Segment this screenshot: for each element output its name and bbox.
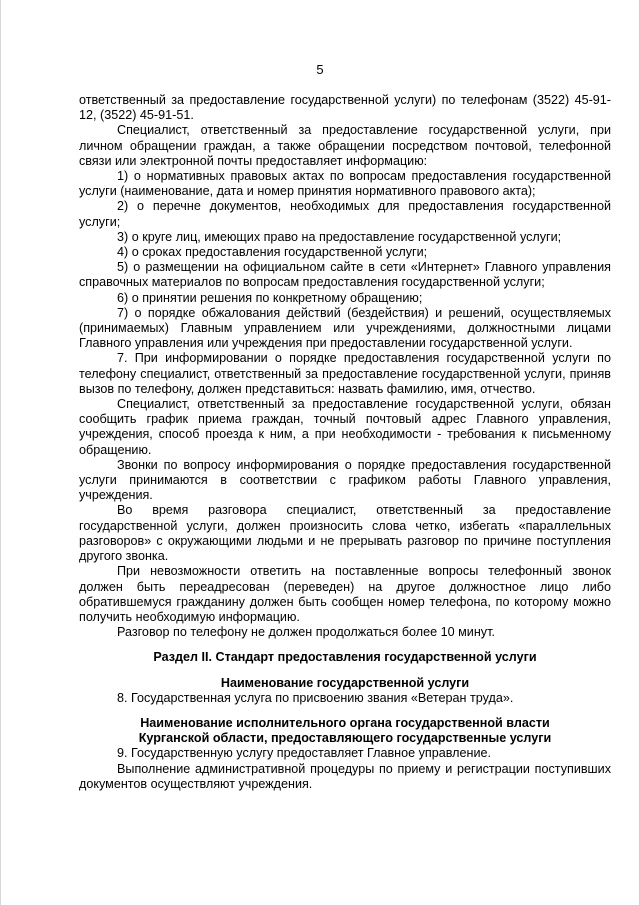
paragraph: Звонки по вопросу информирования о порядке предоставления государственной услуги принимаются в соответствии с графиком работы Главного управления, учреждения. [79, 457, 611, 503]
paragraph: Во время разговора специалист, ответственный за предоставление государственной услуги, должен произносить слова четко, избегать «параллельных разговоров» с окружающими людьми и не прерывать разговор по причине поступления другого звонка. [79, 503, 611, 564]
list-item: 1) о нормативных правовых актах по вопросам предоставления государственной услуги (наименование, дата и номер принятия нормативного правового акта); [79, 169, 611, 199]
heading-service-name: Наименование государственной услуги [220, 675, 470, 690]
heading-organ-line-1: Наименование исполнительного органа государственной власти [140, 715, 550, 730]
page-number: 5 [316, 62, 324, 77]
section-title: Раздел II. Стандарт предоставления государственной услуги [153, 650, 537, 665]
paragraph: При невозможности ответить на поставленные вопросы телефонный звонок должен быть переадресован (переведен) на другое должностное лицо либо обратившемуся гражданину должен быть сообщен номер телефона, по которому можно получить необходимую информацию. [79, 564, 611, 624]
list-item: 5) о размещении на официальном сайте в сети «Интернет» Главного управления справочных материалов по вопросам предоставления государственной услуги; [79, 260, 611, 290]
paragraph: Выполнение административной процедуры по приему и регистрации поступивших документов осуществляют учреждения. [79, 761, 611, 791]
paragraph: Специалист, ответственный за предоставление государственной услуги, при личном обращении граждан, а также обращении посредством почтовой, телефонной связи или электронной почты предоставляет информацию: [79, 123, 611, 168]
heading-organ-line-2: Курганской области, предоставляющего государственные услуги [138, 731, 552, 746]
list-item: 4) о сроках предоставления государственной услуги; [117, 245, 428, 260]
paragraph: 8. Государственная услуга по присвоению звания «Ветеран труда». [117, 690, 514, 705]
paragraph: 9. Государственную услугу предоставляет Главное управление. [117, 746, 492, 761]
list-item: 7) о порядке обжалования действий (бездействия) и решений, осуществляемых (принимаемых) Главным управлением или учреждениями, должностными лицами Главного управления или учреждения при предоставлении государственной услуги. [79, 305, 611, 351]
list-item: 2) о перечне документов, необходимых для предоставления государственной услуги; [79, 199, 611, 229]
list-item: 6) о принятии решения по конкретному обращению; [117, 290, 423, 305]
paragraph: Специалист, ответственный за предоставление государственной услуги, обязан сообщить график приема граждан, точный почтовый адрес Главного управления, учреждения, способ проезда к ним, а при необходимости - требования к письменному обращению. [79, 397, 611, 457]
list-item: 3) о круге лиц, имеющих право на предоставление государственной услуги; [117, 229, 562, 244]
paragraph: ответственный за предоставление государственной услуги) по телефонам (3522) 45-91-12, (3522) 45-91-51. [79, 93, 611, 123]
document-body [79, 93, 611, 792]
paragraph: 7. При информировании о порядке предоставления государственной услуги по телефону специалист, ответственный за предоставление государственной услуги, приняв вызов по телефону, должен представиться: назвать фамилию, имя, отчество. [79, 351, 611, 396]
paragraph: Разговор по телефону не должен продолжаться более 10 минут. [117, 625, 495, 640]
